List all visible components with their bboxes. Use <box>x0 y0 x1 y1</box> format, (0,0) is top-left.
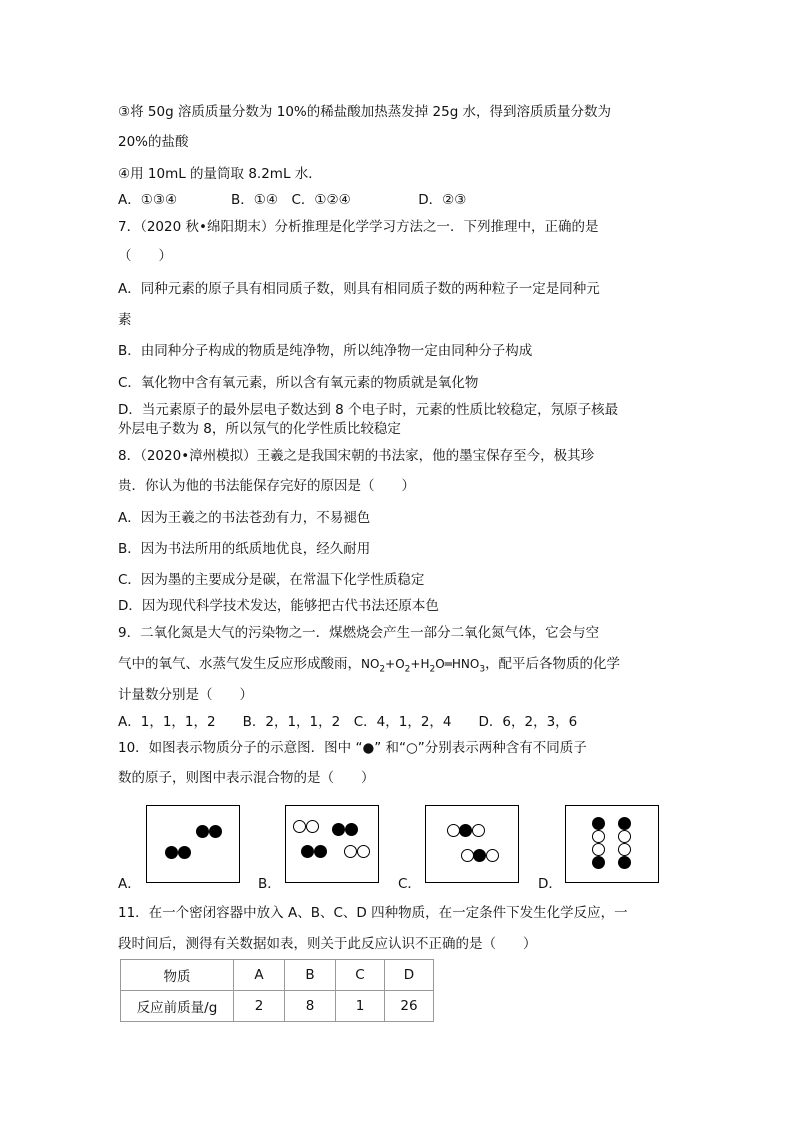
atom-open <box>486 849 499 862</box>
atom-filled <box>165 846 178 859</box>
q8-option-c: C．因为墨的主要成分是碳，在常温下化学性质稳定 <box>118 572 425 588</box>
atom-filled <box>592 817 605 830</box>
q7-option-a-line2: 素 <box>118 312 132 328</box>
atom-filled <box>618 856 631 869</box>
table-header-cell: D <box>385 960 434 991</box>
q9-stem-line1: 9．二氧化氮是大气的污染物之一．煤燃烧会产生一部分二氧化氮气体，它会与空 <box>118 625 600 641</box>
atom-filled <box>178 846 191 859</box>
table-cell: 8 <box>285 991 336 1022</box>
q7-option-d-line1: D．当元素原子的最外层电子数达到 8 个电子时，元素的性质比较稳定，氖原子核最 <box>118 402 619 418</box>
q7-option-d-line2: 外层电子数为 8，所以氖气的化学性质比较稳定 <box>118 421 401 437</box>
q9-stem-line2-pre: 气中的氧气、水蒸气发生反应形成酸雨， <box>118 656 361 672</box>
atom-open <box>472 824 485 837</box>
q7-option-c: C．氧化物中含有氧元素，所以含有氧元素的物质就是氧化物 <box>118 375 479 391</box>
q10-figure-a <box>146 805 240 883</box>
q7-option-a-line1: A．同种元素的原子具有相同质子数，则具有相同质子数的两种粒子一定是同种元 <box>118 281 600 297</box>
atom-open <box>618 830 631 843</box>
q11-stem-line1: 11．在一个密闭容器中放入 A、B、C、D 四种物质，在一定条件下发生化学反应，一 <box>118 905 628 921</box>
table-header-cell: B <box>285 960 336 991</box>
eq-o2-sub: 2 <box>404 664 411 675</box>
eq-hno3: O═HNO <box>435 657 480 671</box>
table-header-cell: 物质 <box>121 960 234 991</box>
table-row <box>121 991 434 1022</box>
atom-open <box>344 845 357 858</box>
q9-stem-line2-post: ，配平后各物质的化学 <box>485 656 621 672</box>
q6-options: A．①③④ B．①④ C．①②④ D．②③ <box>118 192 467 208</box>
atom-filled <box>473 849 486 862</box>
q10-figure-c <box>425 805 519 883</box>
table-header-cell: C <box>336 960 385 991</box>
q7-stem-line1: 7．（2020 秋•绵阳期末）分析推理是化学学习方法之一．下列推理中，正确的是 <box>118 219 599 235</box>
eq-no2: NO <box>361 657 380 671</box>
table-header-cell: A <box>234 960 285 991</box>
atom-filled <box>618 817 631 830</box>
eq-h2-sub: 2 <box>429 664 436 675</box>
eq-hno3-sub: 3 <box>479 664 486 675</box>
q7-option-b: B．由同种分子构成的物质是纯净物，所以纯净物一定由同种分子构成 <box>118 343 533 359</box>
q10-stem-line2: 数的原子，则图中表示混合物的是（ ） <box>118 770 375 786</box>
atom-open <box>618 843 631 856</box>
q6-item3-line1: ③将 50g 溶质质量分数为 10%的稀盐酸加热蒸发掉 25g 水，得到溶质质量分数为 <box>118 104 612 120</box>
q9-options: A．1，1，1，2 B．2，1，1，2 C．4，1，2，4 D．6，2，3，6 <box>118 714 578 730</box>
q10-label-b: B． <box>258 876 281 892</box>
q10-label-d: D． <box>538 876 562 892</box>
q8-option-d: D．因为现代科学技术发达，能够把古代书法还原本色 <box>118 598 439 614</box>
q8-stem-line1: 8．（2020•漳州模拟）王羲之是我国宋朝的书法家，他的墨宝保存至今，极其珍 <box>118 448 595 464</box>
q7-stem-line2: （ ） <box>118 248 172 264</box>
table-header-row <box>121 960 434 991</box>
q11-stem-line2: 段时间后，测得有关数据如表，则关于此反应认识不正确的是（ ） <box>118 936 537 952</box>
q9-equation <box>361 657 486 675</box>
atom-filled <box>314 845 327 858</box>
q8-stem-line2: 贵．你认为他的书法能保存完好的原因是（ ） <box>118 478 415 494</box>
eq-no2-sub: 2 <box>379 664 386 675</box>
q6-item3-line2: 20%的盐酸 <box>118 134 189 150</box>
atom-filled <box>459 824 472 837</box>
atom-open <box>592 843 605 856</box>
q9-stem-line3: 计量数分别是（ ） <box>118 687 253 703</box>
table-cell: 26 <box>385 991 434 1022</box>
atom-filled <box>592 856 605 869</box>
atom-open <box>592 830 605 843</box>
atom-filled <box>345 823 358 836</box>
q11-data-table <box>120 959 434 1022</box>
atom-filled <box>301 845 314 858</box>
atom-filled <box>332 823 345 836</box>
q10-stem-line1: 10．如图表示物质分子的示意图．图中 “●” 和“○”分别表示两种含有不同质子 <box>118 740 587 756</box>
atom-filled <box>196 825 209 838</box>
atom-open <box>306 820 319 833</box>
q10-label-a: A． <box>118 876 141 892</box>
q10-figure-d <box>565 805 659 883</box>
q10-figure-b <box>285 805 379 883</box>
eq-o2: +O <box>385 657 405 671</box>
table-cell: 2 <box>234 991 285 1022</box>
table-cell: 反应前质量/g <box>121 991 234 1022</box>
q10-label-c: C． <box>398 876 421 892</box>
q8-option-a: A．因为王羲之的书法苍劲有力，不易褪色 <box>118 510 371 526</box>
atom-filled <box>209 825 222 838</box>
atom-open <box>293 820 306 833</box>
q9-stem-line2 <box>118 655 620 673</box>
atom-open <box>357 845 370 858</box>
table-cell: 1 <box>336 991 385 1022</box>
q8-option-b: B．因为书法所用的纸质地优良，经久耐用 <box>118 541 371 557</box>
q6-item4: ④用 10mL 的量筒取 8.2mL 水． <box>118 166 322 182</box>
eq-h2o: +H <box>410 657 430 671</box>
